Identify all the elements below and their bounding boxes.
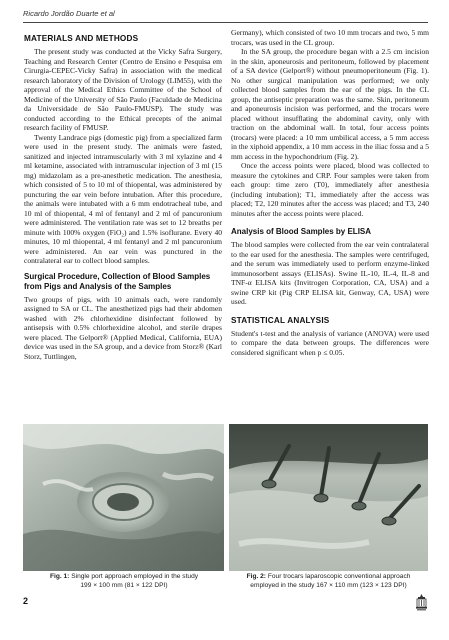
figure-1-caption-text: Single port approach employed in the study [71,573,199,580]
paragraph-anesthesia: Twenty Landrace pigs (domestic pig) from a specialized farm were used in the present study. The animals were fasted, sanitized and injected intramuscularly with 3 ml xylazine and 4 ml ketamine, associated with intramuscular injection of 3 ml (15 mg) midazolam as a pre-anesthetic medication. The anesthesia, which consisted of 5 to 10 ml of thiopental, was administered by puncturing the ear vein before intubation. After this procedure, the animals were intubated with a 6 mm endotracheal tube, and 10 ml of thiopental, 4 ml of fentanyl and 2 ml of pancuronium were administered. The ventilation rate was set to 12 breaths per minute with 100% oxygen (FiO₂) and 1.5% isoflurane. Every 40 minutes, 10 ml thiopental, 4 ml fentanyl and 2 ml pancuronium were administered. An ear vein was punctured in the contralateral ear to collect blood samples. [24,132,222,265]
heading-surgical-procedure: Surgical Procedure, Collection of Blood Samples from Pigs and Analysis of the Samples [24,271,211,291]
paragraph-sampling: Once the access points were placed, blood was collected to measure the cytokines and CRP. Four samples were taken from each group: time zero (T0), immediately after anesthesia (including intubation); T1, immediately after the access was placed; T2, 120 minutes after the access was placed; and T3, 240 minutes after the access points were placed. [231,161,429,218]
figure-1-caption [24,573,224,590]
running-head: Ricardo Jordão Duarte et al [23,9,115,18]
heading-materials-methods: MATERIALS AND METHODS [24,34,139,43]
paragraph-elisa: The blood samples were collected from the ear vein contralateral to the ear used for the anesthesia. The samples were centrifuged, and the serum was immediately used to perform enzyme-linked immunosorbent assays (ELISAs). Swine IL-10, IL-4, IL-8 and TNF-α ELISA kits (Invitrogen Corporation, CA, USA) and a swine CRP kit (Pig CRP ELISA kit, Genway, CA, USA) were used. [231,240,429,306]
single-port-photo [23,424,224,571]
figure-1-label: Fig. 1: [49,573,70,580]
paragraph-cl-devices: Germany), which consisted of two 10 mm trocars and two, 5 mm trocars, was used in the CL group. [231,28,429,47]
figure-2-caption-text: Four trocars laparoscopic conventional approach [267,573,411,580]
figure-1-photo [23,424,224,571]
left-column [24,28,222,361]
paragraph-sa-procedure: In the SA group, the procedure began with a 2.5 cm incision in the skin, aponeurosis and peritoneum, followed by placement of a SA device (Gelport®) without pneumoperitoneum (Fig. 1). No other surgical manipulation was performed; we only collected blood samples from the ear of the pigs. In the CL group, the antiseptic preparation was the same. Skin, peritoneum and aponeurosis incision was performed, and the trocars were placed without insufflating the abdominal cavity, only with traction on the abdominal wall. In total, four access points (trocars) were placed: a 10 mm umbilical access, a 5 mm access in the xiphoid appendix, a 10 mm access in the iliac fossa and a 5 mm access in the hypochondrium (Fig. 2). [231,47,429,161]
heading-elisa: Analysis of Blood Samples by ELISA [231,227,372,236]
four-trocar-photo [229,424,428,571]
paragraph-groups: Two groups of pigs, with 10 animals each, were randomly assigned to SA or CL. The anesthetized pigs had their abdomen washed with 2% chlorhexidine disinfectant followed by antisepsis with 0.5% chlorhexidine alcohol, and sterile drapes were placed. The Gelport® (Applied Medical, California, EUA) device was used in the SA group, and a device from Storz® (Karl Storz, Tuttlingen, [24,294,222,361]
heading-statistical-analysis: STATISTICAL ANALYSIS [231,315,330,325]
publisher-logo-icon [415,594,428,611]
figure-2-caption [229,573,428,590]
figure-2-caption-dims: employed in the study 167 × 110 mm (123 × 123 DPI) [250,581,407,589]
figure-2-label: Fig. 2: [246,573,266,580]
paragraph-statistics: Student's t-test and the analysis of variance (ANOVA) were used to compare the data between groups. The differences were considered significant when p ≤ 0.05. [231,328,429,357]
header-rule [23,22,428,23]
paragraph-study-setting: The present study was conducted at the Vicky Safra Surgery, Teaching and Research Center (Centro de Ensino e Pesquisa em Cirurgia-CEPEC-Vicky Safra) in association with the medical research laboratory of the Division of Urology (LIM55), with the approval of the Medical Ethics Committee of the School of Medicine of the University of São Paulo (Faculdade de Medicina da Universidade de São Paulo-FMUSP). The study was conducted according to the Ethical precepts of the animal research facility of FMUSP. [24,47,222,132]
figure-2-photo [229,424,428,571]
right-column [231,28,429,357]
figure-1-caption-dims: 199 × 100 mm (81 × 122 DPI) [80,581,168,589]
page-number: 2 [23,596,29,606]
